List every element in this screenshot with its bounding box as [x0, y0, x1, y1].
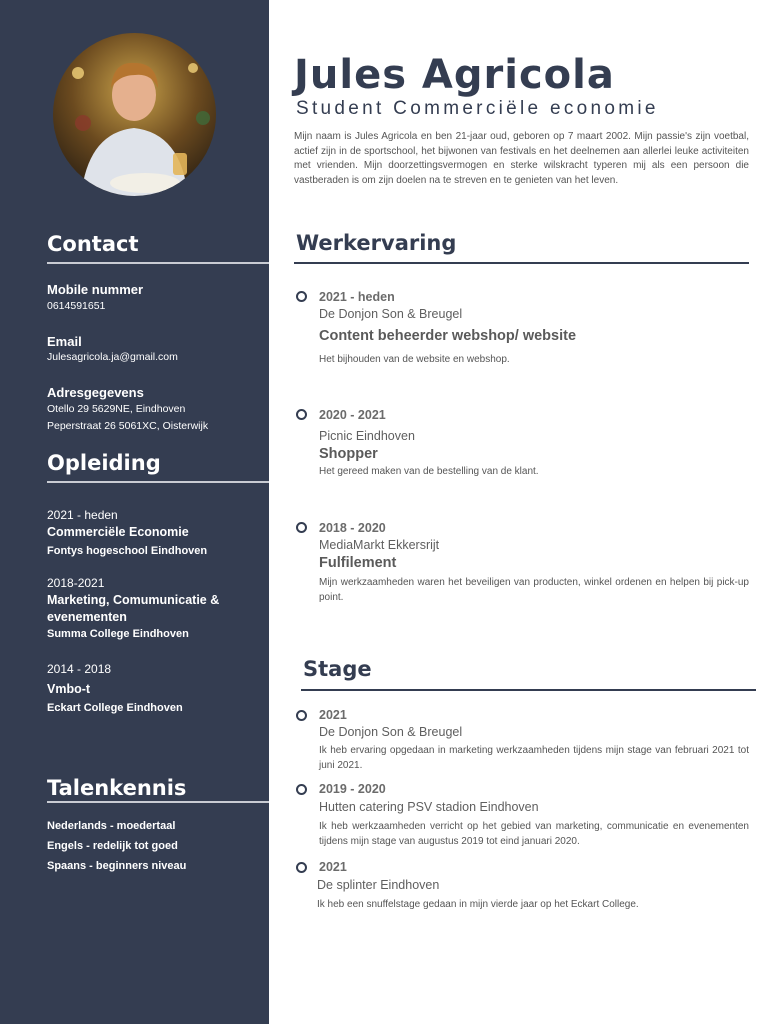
experience-role: Shopper [319, 446, 378, 462]
internship-company: De Donjon Son & Breugel [319, 725, 463, 739]
job-subtitle: Student Commerciële economie [296, 98, 659, 119]
education-years: 2021 - heden [47, 508, 118, 522]
address-line-1: Otello 29 5629NE, Eindhoven [47, 403, 186, 415]
timeline-bullet-icon [296, 409, 307, 420]
contact-divider [47, 262, 269, 264]
education-years: 2018-2021 [47, 576, 105, 590]
internship-divider [301, 689, 756, 691]
internship-description: Ik heb ervaring opgedaan in marketing werkzaamheden tijdens mijn stage van februari 2021 tot juni 2021. [319, 745, 749, 771]
timeline-bullet-icon [296, 291, 307, 302]
experience-company: Picnic Eindhoven [319, 429, 415, 443]
email-value: Julesagricola.ja@gmail.com [47, 351, 178, 363]
experience-description: Mijn werkzaamheden waren het beveiligen van producten, winkel ordenen en helpen bij pick-up point. [319, 577, 749, 603]
experience-role: Fulfilement [319, 555, 397, 571]
internship-years: 2021 [319, 708, 347, 722]
internship-heading: Stage [303, 657, 372, 681]
experience-divider [294, 262, 749, 264]
internship-description: Ik heb een snuffelstage gedaan in mijn vierde jaar op het Eckart College. [317, 899, 639, 910]
experience-years: 2021 - heden [319, 290, 395, 304]
experience-years: 2020 - 2021 [319, 408, 386, 422]
education-degree: Commerciële Economie [47, 525, 189, 539]
email-label: Email [47, 334, 82, 349]
education-school: Eckart College Eindhoven [47, 702, 183, 714]
internship-years: 2021 [319, 860, 347, 874]
timeline-bullet-icon [296, 862, 307, 873]
sidebar [0, 0, 269, 1024]
language-item: Nederlands - moedertaal [47, 820, 176, 832]
education-degree: Marketing, Comumunicatie & evenementen [47, 593, 220, 624]
internship-description: Ik heb werkzaamheden verricht op het gebied van marketing, communicatie en evenementen tijdens mijn stage van augustus 2019 tot eind januari 2020. [319, 821, 749, 847]
education-school: Fontys hogeschool Eindhoven [47, 545, 208, 557]
full-name: Jules Agricola [294, 52, 615, 98]
profile-photo [53, 33, 216, 196]
languages-divider [47, 801, 269, 803]
experience-description: Het gereed maken van de bestelling van de klant. [319, 466, 539, 477]
experience-heading: Werkervaring [296, 231, 457, 255]
internship-company: Hutten catering PSV stadion Eindhoven [319, 800, 539, 814]
address-label: Adresgegevens [47, 385, 144, 400]
experience-company: MediaMarkt Ekkersrijt [319, 538, 440, 552]
education-heading: Opleiding [47, 451, 161, 475]
experience-company: De Donjon Son & Breugel [319, 307, 463, 321]
language-item: Engels - redelijk tot goed [47, 840, 178, 852]
timeline-bullet-icon [296, 710, 307, 721]
internship-years: 2019 - 2020 [319, 782, 386, 796]
education-school: Summa College Eindhoven [47, 628, 189, 640]
experience-description: Het bijhouden van de website en webshop. [319, 354, 510, 365]
experience-years: 2018 - 2020 [319, 521, 386, 535]
mobile-label: Mobile nummer [47, 282, 144, 297]
experience-role: Content beheerder webshop/ website [319, 328, 577, 344]
internship-company: De splinter Eindhoven [317, 878, 440, 892]
timeline-bullet-icon [296, 522, 307, 533]
mobile-value: 0614591651 [47, 300, 106, 312]
timeline-bullet-icon [296, 784, 307, 795]
contact-heading: Contact [47, 232, 139, 256]
education-years: 2014 - 2018 [47, 662, 112, 676]
education-divider [47, 481, 269, 483]
intro-text: Mijn naam is Jules Agricola en ben 21-jaar oud, geboren op 7 maart 2002. Mijn passie's zijn voetbal, actief zijn in de sportschool, het bijwonen van festivals en het deelnemen aan allerlei leuke activiteiten met vrienden. Mijn doorzettingsvermogen en sterke wilskracht typeren mij als een persoon die vastberaden is om zijn doelen na te streven en te genieten van het leven. [294, 131, 749, 186]
address-line-2: Peperstraat 26 5061XC, Oisterwijk [47, 420, 209, 432]
languages-heading: Talenkennis [47, 776, 187, 800]
education-degree: Vmbo-t [47, 682, 91, 696]
language-item: Spaans - beginners niveau [47, 860, 187, 872]
